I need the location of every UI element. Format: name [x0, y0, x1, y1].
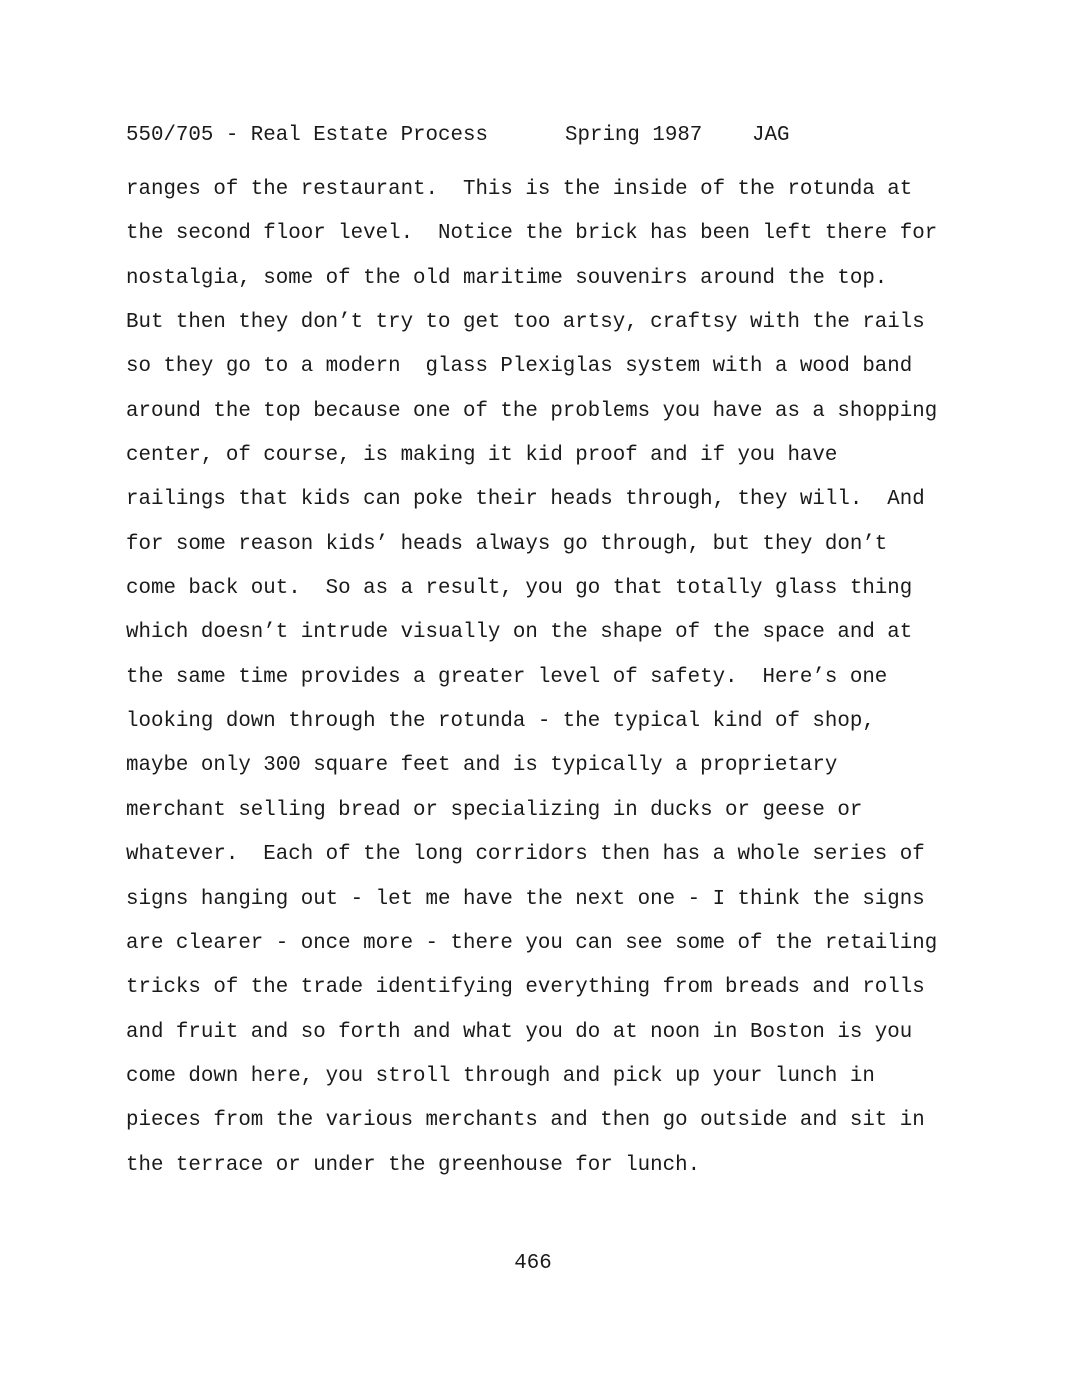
text-line: the same time provides a greater level of safety. Here’s one	[126, 665, 888, 689]
text-line: come down here, you stroll through and pick up your lunch in	[126, 1064, 875, 1088]
text-line: ranges of the restaurant. This is the inside of the rotunda at	[126, 178, 913, 201]
text-line: But then they don’t try to get too artsy, craftsy with the rails	[126, 311, 925, 335]
text-line: maybe only 300 square feet and is typically a proprietary	[126, 754, 838, 778]
text-line: railings that kids can poke their heads through, they will. And	[126, 488, 925, 512]
text-line: the terrace or under the greenhouse for lunch.	[126, 1153, 701, 1177]
text-line: the second floor level. Notice the brick has been left there for	[126, 222, 938, 246]
text-line: so they go to a modern glass Plexiglas system with a wood band	[126, 355, 913, 379]
text-line: around the top because one of the problems you have as a shopping	[126, 399, 938, 423]
text-line: whatever. Each of the long corridors then has a whole series of	[126, 843, 925, 867]
page-number: 466	[514, 1252, 552, 1275]
text-line: for some reason kids’ heads always go through, but they don’t	[126, 532, 888, 556]
text-line: looking down through the rotunda - the typical kind of shop,	[126, 710, 875, 734]
text-line: nostalgia, some of the old maritime souvenirs around the top.	[126, 266, 888, 290]
text-line: merchant selling bread or specializing in ducks or geese or	[126, 798, 863, 822]
header-course: 550/705 - Real Estate Process	[126, 124, 488, 147]
text-line: and fruit and so forth and what you do at noon in Boston is you	[126, 1020, 913, 1044]
header-initials: JAG	[752, 124, 790, 147]
text-line: pieces from the various merchants and then go outside and sit in	[126, 1109, 925, 1133]
text-line: center, of course, is making it kid proof and if you have	[126, 444, 838, 468]
text-line: which doesn’t intrude visually on the shape of the space and at	[126, 621, 913, 645]
text-line: are clearer - once more - there you can see some of the retailing	[126, 931, 938, 955]
text-line: come back out. So as a result, you go that totally glass thing	[126, 577, 913, 601]
page-header	[126, 124, 790, 148]
text-line: tricks of the trade identifying everything from breads and rolls	[126, 976, 925, 1000]
transcript-body	[126, 168, 956, 1188]
text-line: signs hanging out - let me have the next one - I think the signs	[126, 887, 925, 911]
header-term: Spring 1987	[565, 124, 703, 147]
